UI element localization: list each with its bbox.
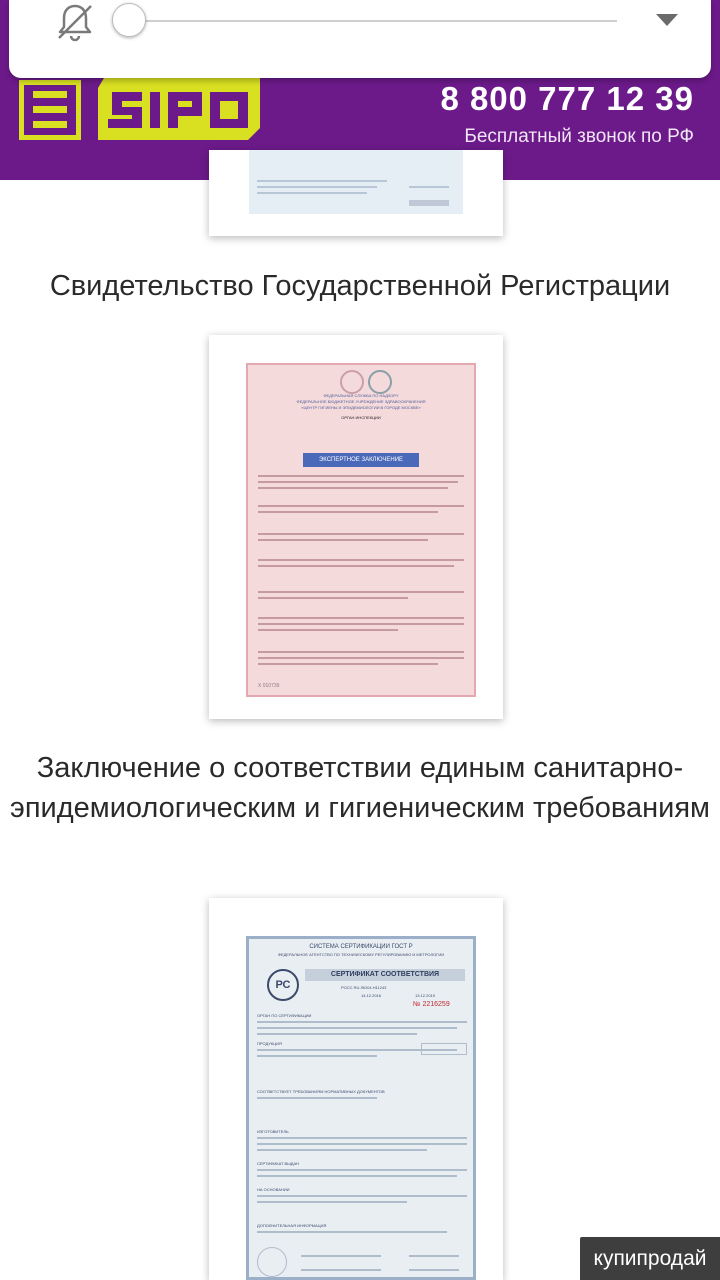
cert-section-label: ИЗГОТОВИТЕЛЬ	[257, 1129, 289, 1134]
site-watermark: купипродай	[580, 1237, 720, 1280]
doc-header-line: ФЕДЕРАЛЬНОЕ БЮДЖЕТНОЕ УЧРЕЖДЕНИЕ ЗДРАВООХРАНЕНИЯ	[296, 399, 426, 404]
conformity-certificate-image	[246, 936, 476, 1280]
certificate-frame[interactable]	[209, 335, 503, 719]
doc-header-line: «ЦЕНТР ГИГИЕНЫ И ЭПИДЕМИОЛОГИИ В ГОРОДЕ МОСКВЕ»	[301, 405, 421, 410]
cert-serial: № 2216259	[413, 1001, 450, 1008]
cert-title: СЕРТИФИКАТ СООТВЕТСТВИЯ	[305, 969, 465, 981]
doc-header-line: ОРГАН ИНСПЕКЦИИ	[341, 415, 381, 420]
document-caption: Свидетельство Государственной Регистрации	[49, 270, 671, 302]
menu-bar-icon	[33, 121, 67, 128]
volume-panel	[9, 0, 711, 78]
cert-section-label: ДОПОЛНИТЕЛЬНАЯ ИНФОРМАЦИЯ	[257, 1223, 327, 1228]
sipo-logo[interactable]	[98, 78, 260, 140]
cert-section-label: НА ОСНОВАНИИ	[257, 1187, 290, 1192]
bell-off-icon[interactable]	[55, 2, 95, 42]
chevron-down-icon[interactable]	[655, 12, 679, 28]
doc-header-line: ФЕДЕРАЛЬНАЯ СЛУЖБА ПО НАДЗОРУ	[323, 393, 399, 398]
cert-section-label: СЕРТИФИКАТ ВЫДАН	[257, 1161, 299, 1166]
registration-certificate-image	[249, 150, 463, 214]
certificate-frame[interactable]	[209, 150, 503, 236]
volume-slider-thumb[interactable]	[112, 3, 146, 37]
phone-block[interactable]	[440, 80, 694, 148]
rst-mark-icon: РС	[267, 969, 299, 1001]
menu-bar-icon	[33, 106, 67, 113]
cert-section-label: ПРОДУКЦИЯ	[257, 1041, 282, 1046]
cert-section-label: ОРГАН ПО СЕРТИФИКАЦИИ	[257, 1013, 312, 1018]
document-caption: Заключение о соответствии единым санитарно-эпидемиологическим и гигиеническим требованиям	[10, 752, 710, 824]
certificate-frame[interactable]	[209, 898, 503, 1280]
doc-number: X 010739	[258, 683, 280, 689]
volume-slider-track[interactable]	[117, 20, 617, 22]
cert-valid-from: 14.12.2016	[361, 993, 382, 998]
menu-bar-icon	[33, 91, 67, 98]
phone-caption: Бесплатный звонок по РФ	[464, 126, 694, 147]
phone-number[interactable]: 8 800 777 12 39	[440, 80, 694, 117]
cert-valid-to: 13.12.2019	[415, 993, 436, 998]
doc-title: ЭКСПЕРТНОЕ ЗАКЛЮЧЕНИЕ	[303, 453, 419, 467]
cert-reg-number: РОСС RU.ЛЮ04.Н11243	[341, 985, 387, 990]
cert-agency-line: ФЕДЕРАЛЬНОЕ АГЕНТСТВО ПО ТЕХНИЧЕСКОМУ РЕГУЛИРОВАНИЮ И МЕТРОЛОГИИ	[277, 952, 445, 957]
cert-system-line: СИСТЕМА СЕРТИФИКАЦИИ ГОСТ Р	[309, 944, 413, 950]
cert-section-label: СООТВЕТСТВУЕТ ТРЕБОВАНИЯМ НОРМАТИВНЫХ ДОКУМЕНТОВ	[257, 1089, 385, 1094]
expert-conclusion-image	[246, 363, 476, 697]
menu-button[interactable]	[19, 80, 81, 140]
